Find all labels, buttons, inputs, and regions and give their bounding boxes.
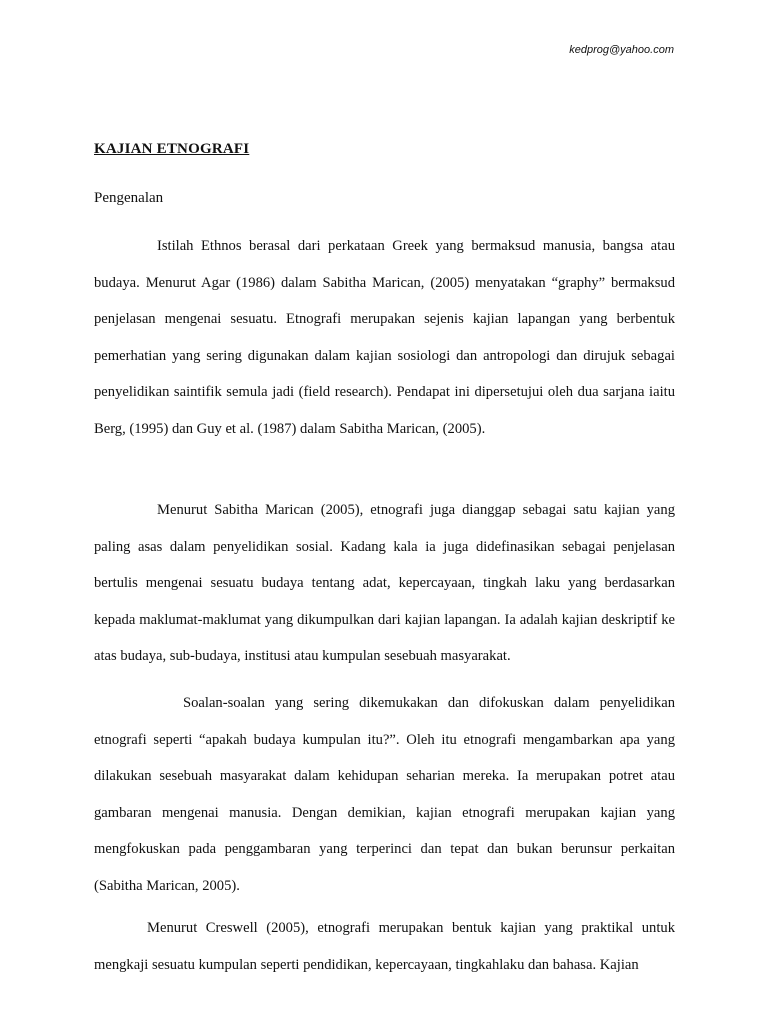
paragraph-1: Istilah Ethnos berasal dari perkataan Greek yang bermaksud manusia, bangsa atau budaya. Menurut Agar (1986) dalam Sabitha Marican, (2005) menyatakan “graphy” bermaksud penjelasan mengenai sesuatu. Etnografi merupakan sejenis kajian lapangan yang berbentuk pemerhatian yang sering digunakan dalam kajian sosiologi dan antropologi dan dirujuk sebagai penyelidikan saintifik semula jadi (field research). Pendapat ini dipersetujui oleh dua sarjana iaitu Berg, (1995) dan Guy et al. (1987) dalam Sabitha Marican, (2005). [94, 238, 675, 437]
paragraph-3: Soalan-soalan yang sering dikemukakan dan difokuskan dalam penyelidikan etnografi seperti “apakah budaya kumpulan itu?”. Oleh itu etnografi mengambarkan apa yang dilakukan sesebuah masyarakat dalam kehidupan seharian mereka. Ia merupakan potret atau gambaran mengenai manusia. Dengan demikian, kajian etnografi merupakan kajian yang mengfokuskan pada penggambaran yang terperinci dan tepat dan bukan berunsur perkaitan (Sabitha Marican, 2005). [94, 695, 675, 894]
paragraph-2: Menurut Sabitha Marican (2005), etnografi juga dianggap sebagai satu kajian yang paling asas dalam penyelidikan sosial. Kadang kala ia juga didefinasikan sebagai penjelasan bertulis mengenai sesuatu budaya tentang adat, kepercayaan, tingkah laku yang berdasarkan kepada maklumat-maklumat yang dikumpulkan dari kajian lapangan. Ia adalah kajian deskriptif ke atas budaya, sub-budaya, institusi atau kumpulan sesebuah masyarakat. [94, 502, 675, 664]
document-title: KAJIAN ETNOGRAFI [94, 141, 250, 157]
paragraph-4: Menurut Creswell (2005), etnografi merupakan bentuk kajian yang praktikal untuk mengkaji sesuatu kumpulan seperti pendidikan, kepercayaan, tingkahlaku dan bahasa. Kajian [94, 920, 675, 973]
section-heading: Pengenalan [94, 190, 164, 206]
header-email: kedprog@yahoo.com [569, 44, 674, 56]
